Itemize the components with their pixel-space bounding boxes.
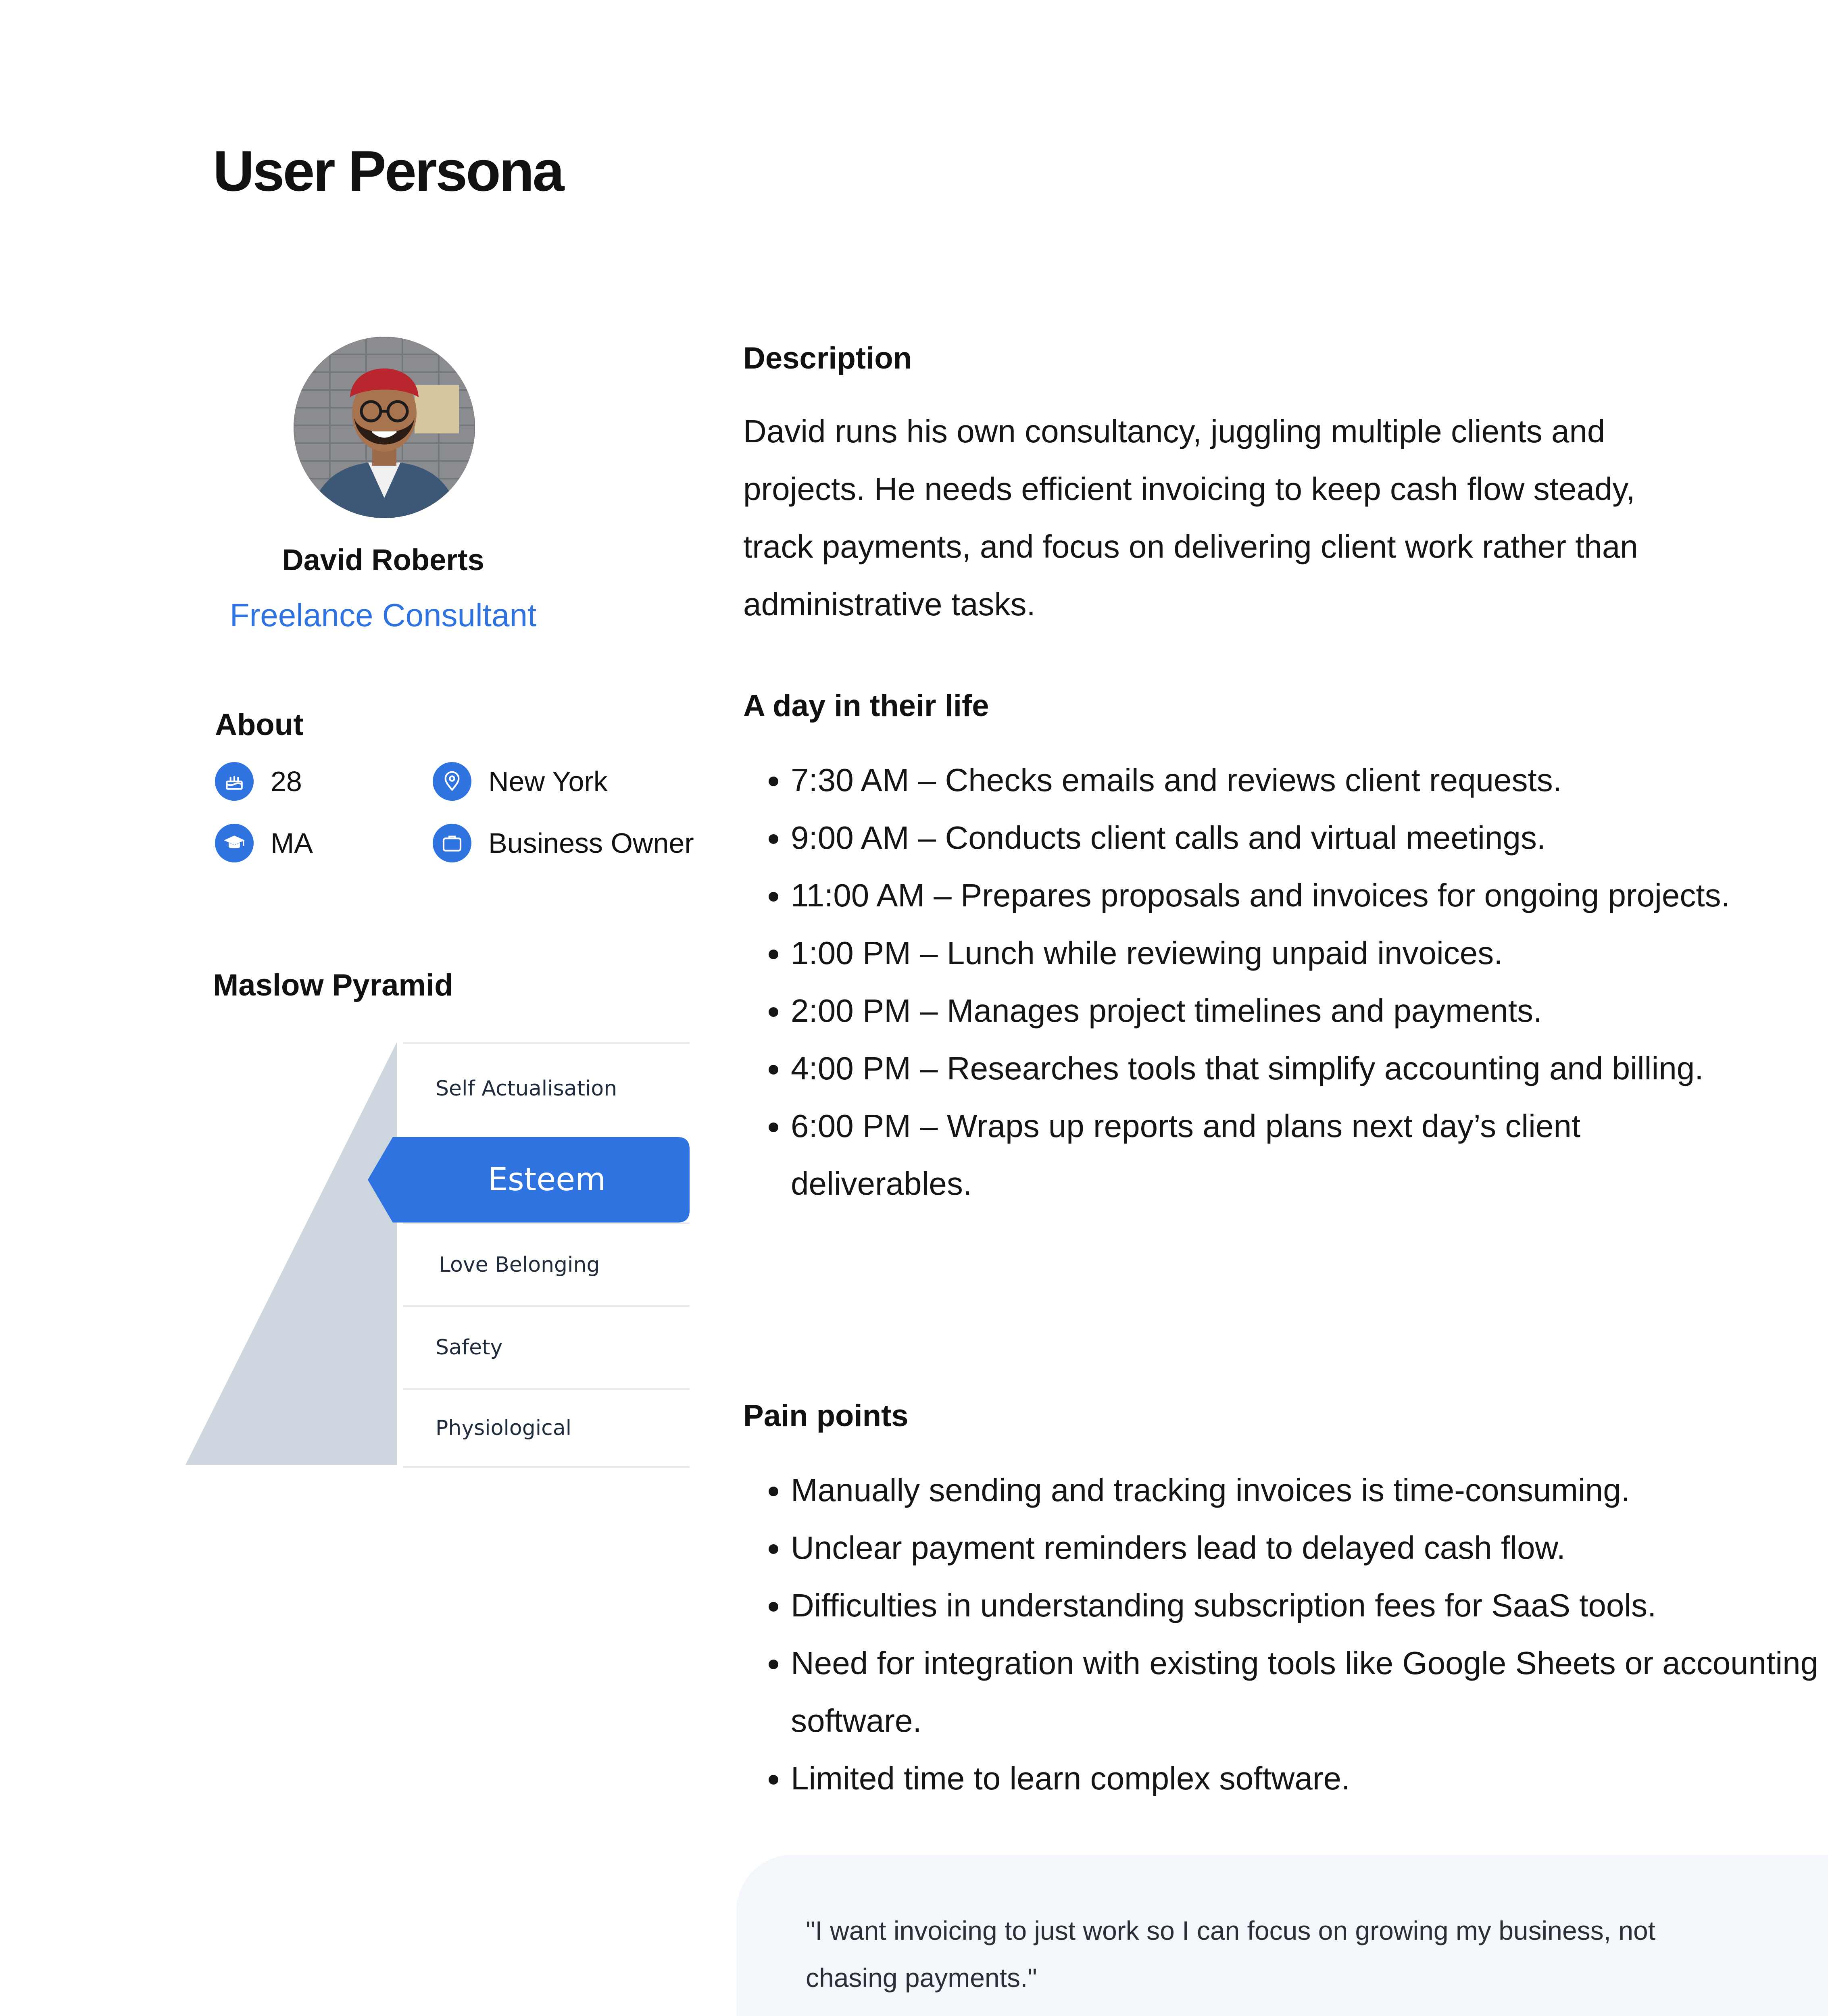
list-item: • 4:00 PM – Researches tools that simplify accounting and billing. — [791, 1039, 1743, 1097]
pain-points-list — [743, 1461, 1828, 1807]
about-heading: About — [215, 708, 304, 742]
list-item: • Difficulties in understanding subscription fees for SaaS tools. — [791, 1577, 1828, 1634]
maslow-level-esteem — [368, 1137, 690, 1223]
maslow-active-label: Esteem — [488, 1162, 606, 1198]
list-item: • 6:00 PM – Wraps up reports and plans next day’s client deliverables. — [791, 1097, 1743, 1212]
about-education-value: MA — [271, 827, 313, 859]
avatar — [294, 337, 475, 518]
day-in-life-list — [743, 751, 1743, 1212]
description-text: David runs his own consultancy, juggling multiple clients and projects. He needs efficient invoicing to keep cash flow steady, track payments, and focus on delivering client work rather than administrative tasks. — [743, 413, 1638, 622]
list-item: • 2:00 PM – Manages project timelines and payments. — [791, 982, 1743, 1039]
graduation-cap-icon — [215, 824, 254, 862]
maslow-level-label: Safety — [436, 1335, 503, 1360]
day-in-life-heading: A day in their life — [743, 689, 989, 723]
list-item: • 7:30 AM – Checks emails and reviews client requests. — [791, 751, 1743, 809]
location-pin-icon — [433, 762, 471, 801]
maslow-level-safety — [403, 1305, 690, 1388]
birthday-cake-icon — [215, 762, 254, 801]
pyramid-triangle — [186, 1042, 411, 1468]
maslow-level-love-belonging — [403, 1223, 690, 1305]
list-item: • Manually sending and tracking invoices is time-consuming. — [791, 1461, 1828, 1519]
maslow-level-label: Self Actualisation — [436, 1076, 617, 1101]
list-item: • 1:00 PM – Lunch while reviewing unpaid invoices. — [791, 924, 1743, 982]
maslow-pyramid — [186, 1042, 694, 1468]
persona-role: Freelance Consultant — [229, 597, 537, 633]
about-location-value: New York — [488, 766, 608, 797]
list-item: • 11:00 AM – Prepares proposals and invoices for ongoing projects. — [791, 866, 1743, 924]
about-location — [433, 762, 608, 801]
about-age-value: 28 — [271, 766, 302, 797]
person-photo-icon — [294, 337, 475, 518]
list-item: • Need for integration with existing tools like Google Sheets or accounting software. — [791, 1634, 1828, 1749]
quote-text: "I want invoicing to just work so I can focus on growing my business, not chasing payments." — [806, 1916, 1656, 1993]
list-item: • 9:00 AM – Conducts client calls and virtual meetings. — [791, 809, 1743, 866]
maslow-level-label: Love Belonging — [439, 1252, 600, 1277]
about-age — [215, 762, 302, 801]
maslow-level-physiological — [403, 1388, 690, 1468]
briefcase-icon — [433, 824, 471, 862]
page-title: User Persona — [213, 139, 563, 203]
about-occupation-value: Business Owner — [488, 827, 694, 859]
about-education — [215, 824, 313, 862]
list-item: • Limited time to learn complex software. — [791, 1749, 1828, 1807]
about-occupation — [433, 824, 694, 862]
persona-name: David Roberts — [282, 543, 484, 577]
maslow-heading: Maslow Pyramid — [213, 968, 453, 1002]
maslow-level-label: Physiological — [436, 1416, 572, 1440]
pain-points-heading: Pain points — [743, 1399, 909, 1433]
maslow-level-self-actualisation — [403, 1042, 690, 1133]
list-item: • Unclear payment reminders lead to delayed cash flow. — [791, 1519, 1828, 1577]
description-heading: Description — [743, 341, 912, 375]
